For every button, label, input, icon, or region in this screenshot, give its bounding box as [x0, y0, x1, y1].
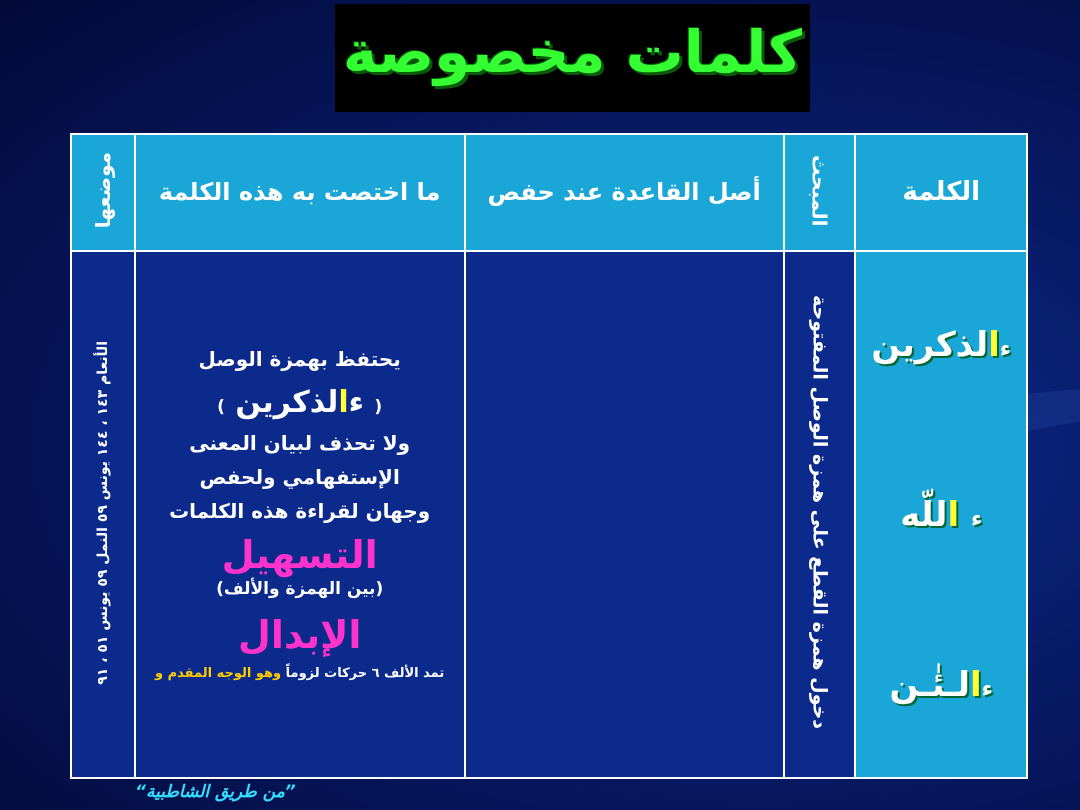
- header-origin-label: أصل القاعدة عند حفص: [487, 177, 761, 206]
- header-word: [855, 134, 1027, 251]
- header-word-label: الكلمة: [902, 177, 980, 208]
- special-line-3: الإستفهامي ولحفص: [199, 464, 400, 489]
- header-special-label: ما اختصت به هذه الكلمة: [158, 177, 441, 206]
- topic-text: دخول همزة القطع على همزة الوصل المفتوحة: [808, 295, 831, 730]
- place-cell: [71, 251, 135, 778]
- ibdal-note: [136, 666, 464, 682]
- header-topic-label: المبحث: [807, 154, 832, 227]
- header-origin: [465, 134, 784, 251]
- word-list: [856, 325, 1026, 705]
- place-text: الأنعام ١٤٣ ، ١٤٤ يونس ٥٩ النمل ٥٩ يونس ٥١ ، ٩١: [94, 340, 111, 685]
- special-line-4: وجهان لقراءة هذه الكلمات: [169, 498, 431, 523]
- footnote: ”من طريق الشاطبية“: [135, 782, 296, 802]
- word-1: ءالذكرين: [871, 324, 1011, 365]
- note-yellow: وهو الوجه المقدم و: [155, 666, 282, 682]
- example-paren-close: ): [217, 396, 225, 417]
- body-row: [71, 251, 1027, 778]
- special-cell: [135, 251, 465, 778]
- header-place-label: موضعها: [90, 152, 115, 229]
- special-line-2: ولا تحذف لبيان المعنى: [189, 430, 411, 455]
- word-3: ءالـئٰـن: [889, 664, 993, 705]
- example-highlight: ا: [338, 384, 349, 420]
- between-label: (بين الهمزة والألف): [216, 578, 384, 599]
- note-white: تمد الألف ٦ حركات لزوماً: [285, 666, 445, 682]
- special-example: [136, 385, 464, 421]
- header-topic: [784, 134, 856, 251]
- ibdal-label: الإبدال: [237, 612, 362, 657]
- header-place: [71, 134, 135, 251]
- example-prefix: ء: [348, 384, 364, 420]
- page-title: كلمات مخصوصة: [343, 18, 802, 86]
- origin-cell: [465, 251, 784, 778]
- example-paren-open: (: [374, 396, 383, 417]
- example-rest: لذكرين: [235, 384, 339, 420]
- header-row: [71, 134, 1027, 251]
- header-special: [135, 134, 465, 251]
- rules-table: [70, 133, 1028, 779]
- tasheel-label: التسهيل: [221, 532, 378, 577]
- special-line-1: يحتفظ بهمزة الوصل: [198, 346, 401, 371]
- topic-cell: [784, 251, 856, 778]
- word-2: ء اللّه: [900, 494, 983, 535]
- special-content: [136, 347, 464, 682]
- word-cell: [855, 251, 1027, 778]
